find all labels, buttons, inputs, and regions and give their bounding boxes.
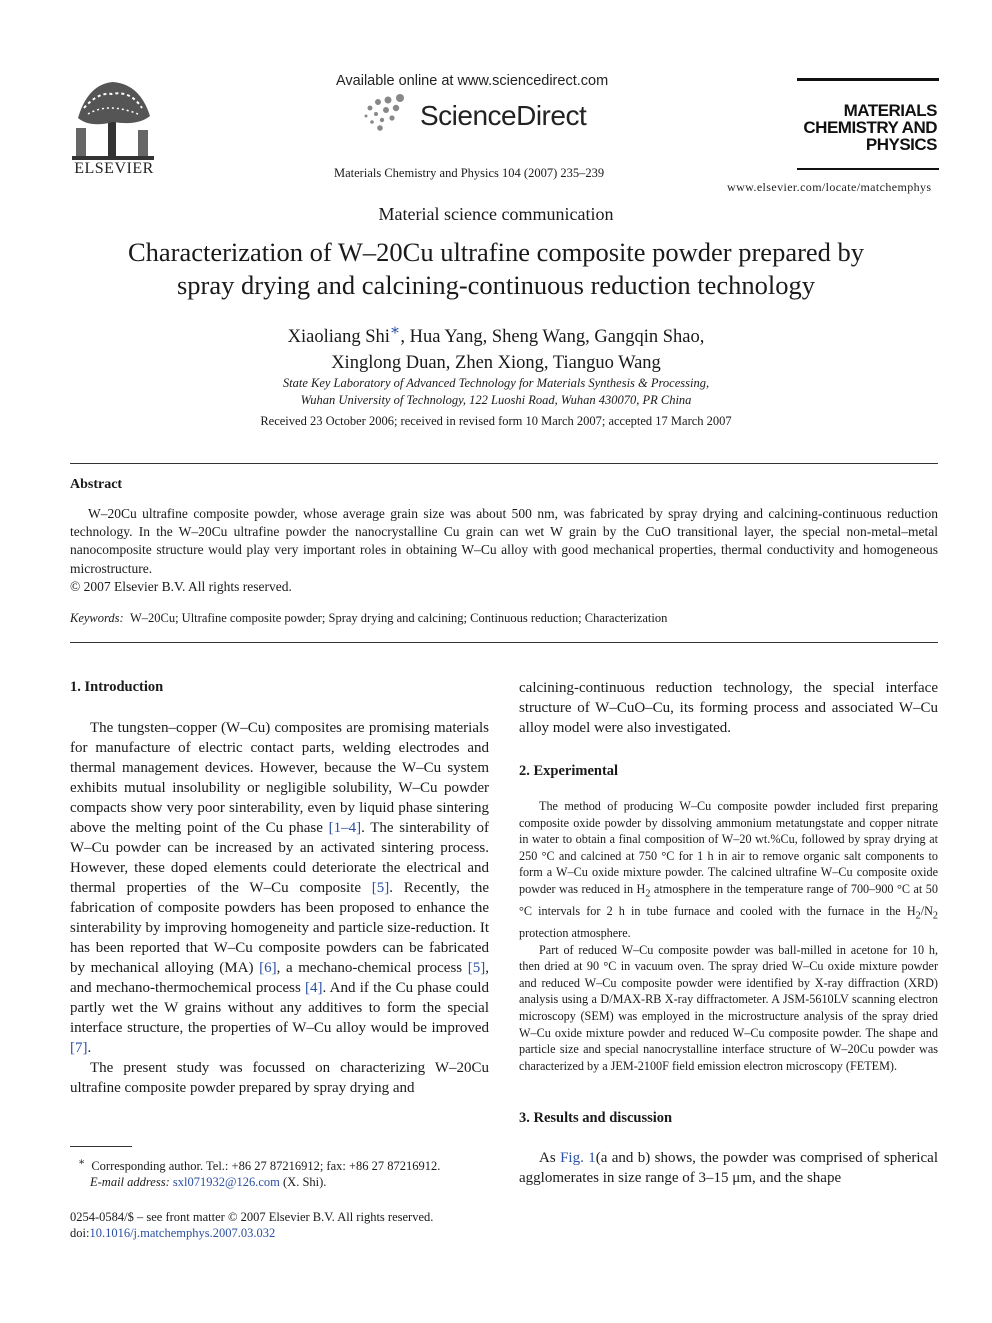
ref-1-4[interactable]: [1–4] xyxy=(328,820,362,836)
results-body: As Fig. 1(a and b) shows, the powder was comprised of spherical agglomerates in size range of 3–15 μm, and the shape xyxy=(519,1150,939,1186)
abstract-heading: Abstract xyxy=(70,477,123,492)
journal-logo-bottom-rule xyxy=(797,168,939,170)
ref-6[interactable]: [6] xyxy=(259,960,277,976)
divider-bottom xyxy=(70,642,938,643)
available-online-text: Available online at www.sciencedirect.com xyxy=(336,73,609,89)
publisher-name: ELSEVIER xyxy=(74,160,154,177)
sciencedirect-dots-icon xyxy=(362,94,412,134)
journal-citation: Materials Chemistry and Physics 104 (2007) 235–239 xyxy=(334,166,605,180)
divider-top xyxy=(70,463,938,464)
elsevier-tree-logo-icon xyxy=(68,78,158,162)
introduction-heading: 1. Introduction xyxy=(70,679,164,695)
doi-link[interactable]: 10.1016/j.matchemphys.2007.03.032 xyxy=(89,1226,276,1240)
front-matter: 0254-0584/$ – see front matter © 2007 Elsevier B.V. All rights reserved. doi:10.1016/j.matchemphys.2007.03.032 xyxy=(70,1210,434,1240)
ref-7[interactable]: [7] xyxy=(70,1040,88,1056)
ref-4[interactable]: [4] xyxy=(305,980,323,996)
ref-5-second[interactable]: [5] xyxy=(467,960,486,976)
section-type: Material science communication xyxy=(378,204,614,224)
fig-1-link[interactable]: Fig. 1 xyxy=(560,1150,596,1166)
journal-logo-top-rule xyxy=(797,78,939,81)
ref-5[interactable]: [5] xyxy=(371,880,390,896)
footnote-rule xyxy=(70,1146,132,1147)
experimental-body: The method of producing W–Cu composite powder included first preparing composite oxide powder by dissolving ammonium metatungstate and copper nitrate in water to obtain a final composition of W–20 wt.%Cu, followed by spray drying at 250 °C and calcined at 750 °C for 1 h in air to remove organic salt components to form a W–Cu oxide mixture powder. The calcined ultrafine W–Cu composite oxide powder was reduced in $H_2$ atmosphere in the temperature range of 700–900 °C at 50 °C intervals for 2 h in tube furnace and cooled with the furnace in the $H_2/N_2$ protection atmosphere. Part of reduced W–Cu composite powder was ball-milled in acetone for 10 h, then dried at 90 °C in vacuum oven. The spray dried W–Cu oxide mixture powder and reduced W–Cu composite powder were identified by X-ray diffraction (XRD) analysis using a D/MAX-RB X-ray diffractometer. A JSM-5610LV scanning electron microscopy (SEM) was employed in the microstructure analysis of the spray dried W–Cu oxide mixture powder and reduced W–Cu composite powder. The shape and particle size and special nanocrystalline interface structure of W–20Cu powder was characterized by a JEM-2100F field emission electron microscopy (FETEM). xyxy=(519,799,938,1073)
author-list: Xiaoliang Shi∗, Hua Yang, Sheng Wang, Gangqin Shao, Xinglong Duan, Zhen Xiong, Tianguo Wang xyxy=(287,322,705,374)
footnote-corresponding: ∗ Corresponding author. Tel.: +86 27 87216912; fax: +86 27 87216912. E-mail address: sxl071932@126.com (X. Shi). xyxy=(78,1157,441,1190)
experimental-heading: 2. Experimental xyxy=(519,763,619,779)
journal-url[interactable]: www.elsevier.com/locate/matchemphys xyxy=(727,180,932,194)
abstract-body: W–20Cu ultrafine composite powder, whose average grain size was about 500 nm, was fabricated by spray drying and calcining-continuous reduction technology. In the W–20Cu ultrafine powder the nanocrystalline Cu grain can wet W grain by the CuO transitional layer, the special non-metal–metal nanocomposite structure would play very important roles in obtaining W–Cu alloy with good mechanical properties, thermal conductivity and homogeneous microstructure. xyxy=(70,506,938,576)
article-title: Characterization of W–20Cu ultrafine composite powder prepared by spray drying and calcining-continuous reduction technology xyxy=(127,237,865,300)
corresponding-author-mark[interactable]: ∗ xyxy=(389,322,401,339)
affiliation: State Key Laboratory of Advanced Technology for Materials Synthesis & Processing, Wuhan University of Technology, 122 Luoshi Road, Wuhan 430070, PR China xyxy=(282,376,710,407)
introduction-body: The tungsten–copper (W–Cu) composites are promising materials for manufacture of electric contact parts, welding electrodes and thermal management devices. However, because the W–Cu system exhibits mutual insolubility or negligible solubility, W–Cu powder compacts show very poor sinterability, even by liquid phase sintering above the melting point of the Cu phase [1–4]. The sinterability of W–Cu powder can be increased by an activated sintering process. However, these doped elements could deteriorate the electrical and thermal properties of the W–Cu composite [5]. Recently, the fabrication of composite powders has been proposed to enhance the sinterability by improving homogeneity and particle size-reduction. It has been reported that W–Cu composite powders can be fabricated by mechanical alloying (MA) [6], a mechano-chemical process [5], and mechano-thermochemical process [4]. And if the Cu phase could partly wet the W grains without any additives to form the special interface structure, the properties of W–Cu alloy would be improved [7]. The present study was focussed on characterizing W–20Cu ultrafine composite powder prepared by spray drying and xyxy=(70,720,490,1096)
email-link[interactable]: sxl071932@126.com xyxy=(172,1175,280,1190)
received-dates: Received 23 October 2006; received in revised form 10 March 2007; accepted 17 March 2007 xyxy=(260,414,732,428)
sciencedirect-wordmark: ScienceDirect xyxy=(420,100,587,131)
keywords: Keywords: W–20Cu; Ultrafine composite powder; Spray drying and calcining; Continuous reduction; Characterization xyxy=(70,611,668,625)
introduction-continued: calcining-continuous reduction technology, the special interface structure of W–CuO–Cu, its forming process and associated W–Cu alloy model were also investigated. xyxy=(519,680,938,736)
abstract-copyright: © 2007 Elsevier B.V. All rights reserved. xyxy=(70,579,292,594)
journal-name-logo: MATERIALS CHEMISTRY AND PHYSICS xyxy=(803,101,937,154)
results-heading: 3. Results and discussion xyxy=(519,1110,673,1126)
